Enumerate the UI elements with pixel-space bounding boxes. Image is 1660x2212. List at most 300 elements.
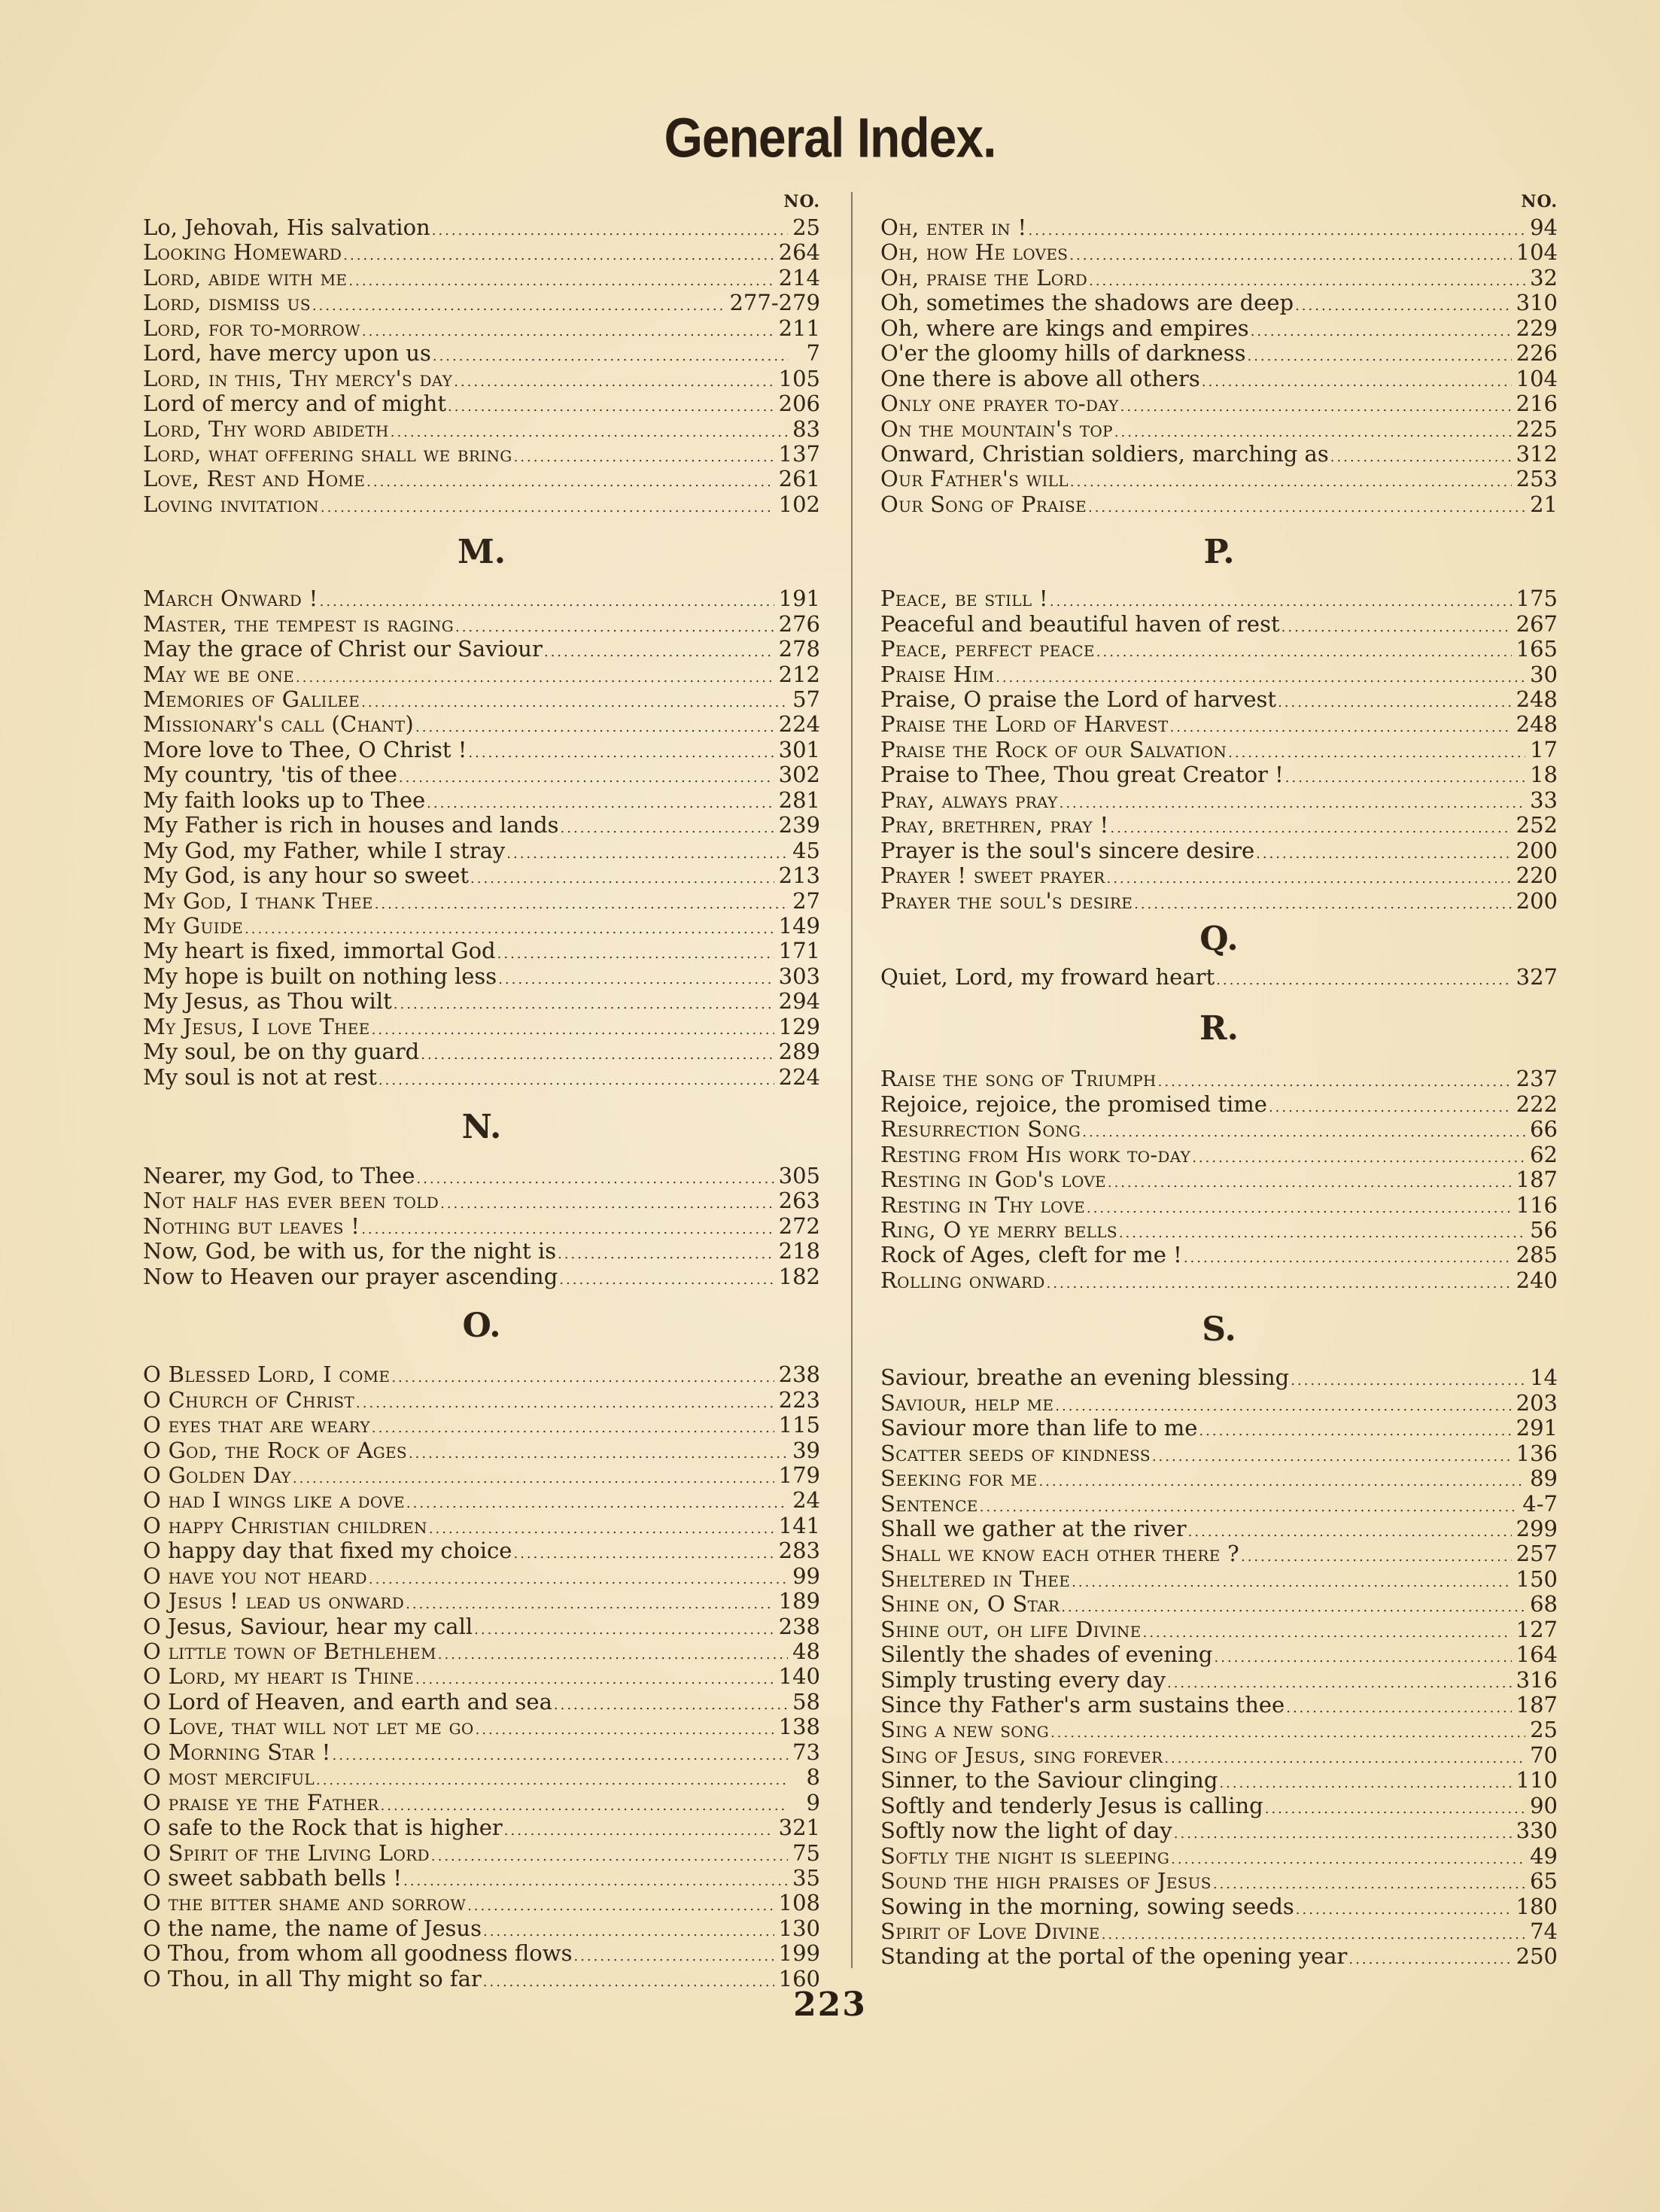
hymn-title: Sing a new song <box>880 1717 1050 1743</box>
dot-leader <box>440 1191 774 1216</box>
hymn-title: My country, 'tis of thee <box>143 762 397 788</box>
index-entry <box>880 662 1558 687</box>
index-entry <box>880 1541 1558 1566</box>
dot-leader <box>1215 1645 1512 1670</box>
index-entry <box>880 316 1558 341</box>
hymn-title: Lord, for to-morrow <box>143 315 360 341</box>
index-entry <box>143 939 820 963</box>
index-entry <box>143 1538 820 1563</box>
hymn-number: 33 <box>1530 787 1558 813</box>
hymn-title: Prayer the soul's desire <box>880 887 1133 914</box>
dot-leader <box>1241 1544 1512 1569</box>
hymn-number: 301 <box>778 736 820 762</box>
hymn-number: 104 <box>1516 365 1558 391</box>
dot-leader <box>356 1391 774 1416</box>
hymn-number: 104 <box>1516 239 1558 266</box>
dot-leader <box>409 1441 788 1466</box>
dot-leader <box>513 1541 774 1566</box>
hymn-number: 250 <box>1516 1943 1558 1970</box>
hymn-number: 248 <box>1516 711 1558 738</box>
index-entry <box>143 417 820 442</box>
hymn-number: 182 <box>778 1263 820 1289</box>
hymn-title: Lord, in this, Thy mercy's day <box>143 365 453 391</box>
hymn-title: Praise Him <box>880 661 995 687</box>
index-entry <box>143 1589 820 1614</box>
dot-leader <box>573 1944 774 1969</box>
hymn-number: 32 <box>1530 264 1558 291</box>
index-entry <box>880 1617 1558 1642</box>
hymn-title: O Church of Christ <box>143 1386 355 1413</box>
hymn-number: 212 <box>778 661 820 687</box>
index-entry <box>143 1614 820 1639</box>
hymn-title: My hope is built on nothing less <box>143 963 497 989</box>
hymn-number: 175 <box>1516 586 1558 612</box>
hymn-number: 238 <box>778 1613 820 1639</box>
dot-leader <box>561 816 774 841</box>
index-entry <box>143 1413 820 1438</box>
index-entry <box>880 1193 1558 1218</box>
hymn-number: 65 <box>1530 1868 1558 1894</box>
dot-leader <box>474 1617 774 1642</box>
hymn-title: Sinner, to the Saviour clinging <box>880 1767 1218 1794</box>
hymn-title: O have you not heard <box>143 1562 367 1589</box>
number-column-header: NO. <box>783 192 820 211</box>
index-entry <box>880 1718 1558 1742</box>
hymn-number: 276 <box>778 610 820 637</box>
index-entry <box>143 612 820 637</box>
hymn-number: 240 <box>1516 1267 1558 1293</box>
hymn-number: 203 <box>1516 1389 1558 1416</box>
dot-leader <box>1330 445 1512 470</box>
hymn-title: Seeking for me <box>880 1465 1038 1492</box>
hymn-title: Sing of Jesus, sing forever <box>880 1742 1163 1768</box>
hymn-number: 171 <box>778 938 820 964</box>
index-entry <box>880 863 1558 888</box>
hymn-number: 237 <box>1516 1066 1558 1092</box>
dot-leader <box>1256 841 1512 866</box>
hymn-title: Oh, sometimes the shadows are deep <box>880 290 1294 316</box>
page-title: General Index. <box>664 106 996 169</box>
dot-leader <box>372 1018 774 1042</box>
hymn-title: My Father is rich in houses and lands <box>143 812 559 838</box>
number-column-header: NO. <box>1521 192 1558 211</box>
index-entry <box>880 492 1558 517</box>
hymn-title: Since thy Father's arm sustains thee <box>880 1692 1285 1718</box>
index-entry <box>880 1092 1558 1117</box>
hymn-number: 17 <box>1530 736 1558 762</box>
hymn-title: Shine on, O Star <box>880 1591 1060 1617</box>
dot-leader <box>1285 765 1525 790</box>
hymn-number: 164 <box>1516 1642 1558 1668</box>
hymn-number: 62 <box>1530 1141 1558 1167</box>
hymn-title: O Golden Day <box>143 1462 291 1488</box>
index-entry <box>143 586 820 611</box>
hymn-number: 189 <box>778 1588 820 1614</box>
hymn-number: 291 <box>1516 1415 1558 1441</box>
index-entry <box>143 1438 820 1463</box>
dot-leader <box>514 445 774 470</box>
hymn-title: O had I wings like a dove <box>143 1487 405 1514</box>
hymn-number: 239 <box>778 812 820 838</box>
index-entry <box>143 492 820 517</box>
index-entry <box>143 1362 820 1387</box>
hymn-title: Onward, Christian soldiers, marching as <box>880 440 1329 467</box>
dot-leader <box>1202 370 1512 394</box>
hymn-title: Sheltered in Thee <box>880 1565 1071 1592</box>
dot-leader <box>467 1894 774 1918</box>
hymn-number: 299 <box>1516 1515 1558 1541</box>
page-number: 223 <box>793 1985 867 2024</box>
index-entry <box>143 889 820 914</box>
dot-leader <box>470 866 774 891</box>
index-column-right <box>880 188 1558 1970</box>
index-entry <box>880 788 1558 813</box>
dot-leader <box>1072 1570 1512 1595</box>
hymn-number: 225 <box>1516 415 1558 442</box>
index-entry <box>880 1869 1558 1894</box>
dot-leader <box>1281 615 1512 640</box>
hymn-title: O eyes that are weary <box>143 1412 370 1438</box>
dot-leader <box>416 1167 774 1191</box>
hymn-title: Memories of Galilee <box>143 686 360 712</box>
dot-leader <box>1120 394 1512 419</box>
hymn-number: 70 <box>1530 1742 1558 1768</box>
index-entry <box>880 813 1558 838</box>
index-entry <box>880 1143 1558 1167</box>
index-entry <box>143 1214 820 1239</box>
index-entry <box>143 1941 820 1966</box>
section-heading: M. <box>457 532 506 571</box>
dot-leader <box>1247 344 1511 369</box>
hymn-number: 200 <box>1516 887 1558 914</box>
dot-leader <box>1295 294 1512 318</box>
hymn-number: 283 <box>778 1538 820 1564</box>
hymn-title: Our Song of Praise <box>880 491 1087 517</box>
index-column-left <box>143 188 820 1991</box>
hymn-title: Saviour, breathe an evening blessing <box>880 1365 1290 1391</box>
hymn-title: O Spirit of the Living Lord <box>143 1839 430 1866</box>
hymn-number: 48 <box>792 1638 820 1664</box>
hymn-number: 267 <box>1516 610 1558 637</box>
dot-leader <box>372 1416 774 1441</box>
index-entry <box>880 1117 1558 1142</box>
dot-leader <box>454 370 774 394</box>
hymn-number: 289 <box>778 1039 820 1065</box>
dot-leader <box>406 1491 788 1516</box>
dot-leader <box>1291 1368 1525 1393</box>
hymn-number: 213 <box>778 863 820 889</box>
hymn-number: 14 <box>1530 1365 1558 1391</box>
hymn-number: 226 <box>1516 340 1558 367</box>
hymn-number: 316 <box>1516 1666 1558 1693</box>
hymn-number: 165 <box>1516 636 1558 662</box>
dot-leader <box>1265 1797 1525 1821</box>
hymn-title: O Thou, in all Thy might so far <box>143 1965 482 1991</box>
index-entry <box>143 662 820 687</box>
hymn-title: O God, the Rock of Ages <box>143 1437 407 1463</box>
hymn-title: Softly the night is sleeping <box>880 1842 1170 1869</box>
hymn-title: My God, my Father, while I stray <box>143 837 506 863</box>
dot-leader <box>343 243 774 268</box>
index-entry <box>880 1567 1558 1592</box>
hymn-number: 105 <box>778 365 820 391</box>
hymn-title: Pray, brethren, pray ! <box>880 812 1109 838</box>
index-entry <box>143 1564 820 1589</box>
hymn-number: 49 <box>1530 1842 1558 1869</box>
dot-leader <box>1152 1444 1512 1469</box>
hymn-title: Shall we gather at the river <box>880 1515 1187 1541</box>
hymn-title: One there is above all others <box>880 365 1200 391</box>
index-entry <box>880 1268 1558 1293</box>
dot-leader <box>415 715 774 740</box>
dot-leader <box>1199 1419 1511 1444</box>
index-entry <box>143 637 820 662</box>
hymn-number: 214 <box>778 264 820 291</box>
index-entry <box>143 738 820 762</box>
hymn-number: 261 <box>778 466 820 492</box>
hymn-title: Silently the shades of evening <box>880 1642 1213 1668</box>
hymn-title: My soul is not at rest <box>143 1063 377 1090</box>
index-entry <box>880 738 1558 762</box>
dot-leader <box>1216 968 1512 993</box>
hymn-title: Shine out, oh life Divine <box>880 1616 1142 1642</box>
hymn-title: Resurrection Song <box>880 1116 1081 1143</box>
dot-leader <box>497 942 774 966</box>
hymn-title: Praise, O praise the Lord of harvest <box>880 686 1277 712</box>
index-entry <box>880 1642 1558 1667</box>
hymn-title: Resting from His work to-day <box>880 1141 1191 1167</box>
dot-leader <box>296 665 774 690</box>
hymn-number: 149 <box>778 912 820 939</box>
index-entry <box>143 1664 820 1689</box>
hymn-title: O Jesus ! lead us onward <box>143 1588 405 1614</box>
index-entry <box>143 687 820 712</box>
index-entry <box>143 1916 820 1941</box>
index-entry <box>880 1517 1558 1541</box>
dot-leader <box>1070 470 1512 494</box>
hymn-number: 4-7 <box>1522 1490 1558 1517</box>
index-entry <box>143 1866 820 1891</box>
hymn-number: 9 <box>806 1789 820 1815</box>
hymn-title: O Blessed Lord, I come <box>143 1362 391 1388</box>
hymn-title: More love to Thee, O Christ ! <box>143 736 467 762</box>
index-entry <box>880 240 1558 265</box>
hymn-title: Spirit of Love Divine <box>880 1918 1100 1944</box>
hymn-title: Pray, always pray <box>880 787 1058 813</box>
hymn-number: 127 <box>1516 1616 1558 1642</box>
hymn-title: Resting in God's love <box>880 1167 1106 1193</box>
index-entry <box>143 316 820 341</box>
section-heading: O. <box>462 1307 501 1346</box>
index-entry <box>143 1065 820 1090</box>
hymn-title: My faith looks up to Thee <box>143 787 426 813</box>
index-entry <box>880 1844 1558 1869</box>
index-entry <box>880 1365 1558 1390</box>
hymn-number: 110 <box>1516 1767 1558 1794</box>
dot-leader <box>369 1567 788 1592</box>
index-entry <box>880 712 1558 737</box>
hymn-title: Oh, where are kings and empires <box>880 315 1249 341</box>
hymn-number: 310 <box>1516 290 1558 316</box>
index-entry <box>880 1416 1558 1441</box>
hymn-title: Missionary's call (Chant) <box>143 711 414 738</box>
index-entry <box>143 914 820 939</box>
index-entry <box>880 586 1558 611</box>
index-entry <box>880 1693 1558 1718</box>
index-entry <box>880 1391 1558 1416</box>
index-entry <box>143 266 820 291</box>
index-entry <box>143 964 820 989</box>
right-sections <box>880 215 1558 1970</box>
index-entry <box>880 612 1558 637</box>
dot-leader <box>544 640 774 665</box>
hymn-title: Nearer, my God, to Thee <box>143 1163 415 1188</box>
hymn-number: 238 <box>778 1362 820 1388</box>
index-entry <box>143 1015 820 1039</box>
dot-leader <box>1286 1696 1511 1721</box>
hymn-title: On the mountain's top <box>880 415 1113 442</box>
hymn-title: Looking Homeward <box>143 239 342 266</box>
hymn-title: Oh, praise the Lord <box>880 264 1088 291</box>
index-entry <box>880 1818 1558 1843</box>
index-entry <box>143 1740 820 1765</box>
hymn-number: 224 <box>778 711 820 738</box>
index-entry <box>143 1639 820 1664</box>
dot-leader <box>1184 1246 1512 1270</box>
dot-leader <box>1296 1897 1512 1922</box>
dot-leader <box>1060 791 1525 816</box>
hymn-title: O praise ye the Father <box>143 1789 379 1815</box>
hymn-title: O happy day that fixed my choice <box>143 1538 512 1564</box>
hymn-title: Standing at the portal of the opening year <box>880 1943 1348 1970</box>
hymn-title: Saviour, help me <box>880 1389 1054 1416</box>
hymn-title: Saviour more than life to me <box>880 1415 1198 1441</box>
hymn-number: 248 <box>1516 686 1558 712</box>
hymn-title: My soul, be on thy guard <box>143 1039 420 1065</box>
index-entry <box>880 1243 1558 1267</box>
hymn-title: Now to Heaven our prayer ascending <box>143 1263 558 1289</box>
index-entry <box>880 417 1558 442</box>
hymn-number: 138 <box>778 1714 820 1740</box>
hymn-number: 224 <box>778 1063 820 1090</box>
index-entry <box>880 1944 1558 1969</box>
dot-leader <box>432 218 788 243</box>
hymn-number: 74 <box>1530 1918 1558 1944</box>
hymn-number: 83 <box>792 415 820 442</box>
index-entry <box>143 240 820 265</box>
hymn-number: 222 <box>1516 1091 1558 1117</box>
hymn-title: O Thou, from whom all goodness flows <box>143 1940 573 1967</box>
index-entry <box>143 1841 820 1866</box>
dot-leader <box>1088 495 1525 520</box>
hymn-number: 180 <box>1516 1893 1558 1919</box>
hymn-title: O Lord of Heaven, and earth and sea <box>143 1688 552 1715</box>
dot-leader <box>361 690 788 715</box>
index-entry <box>880 291 1558 315</box>
hymn-number: 281 <box>778 787 820 813</box>
hymn-number: 56 <box>1530 1217 1558 1243</box>
index-entry <box>143 1264 820 1289</box>
hymn-title: My Jesus, I love Thee <box>143 1013 370 1039</box>
index-entry <box>880 215 1558 240</box>
index-entry <box>143 1239 820 1264</box>
hymn-number: 75 <box>792 1839 820 1866</box>
index-entry <box>880 1794 1558 1818</box>
dot-leader <box>1348 1947 1511 1972</box>
hymn-title: Lord, abide with me <box>143 264 348 291</box>
hymn-title: Sound the high praises of Jesus <box>880 1868 1212 1894</box>
index-entry <box>143 1164 820 1188</box>
hymn-number: 58 <box>792 1688 820 1715</box>
index-entry <box>143 291 820 315</box>
hymn-number: 285 <box>1516 1242 1558 1268</box>
index-entry <box>880 391 1558 416</box>
dot-leader <box>1269 1095 1512 1120</box>
dot-leader <box>504 1818 774 1843</box>
hymn-title: Rolling onward <box>880 1267 1045 1293</box>
hymn-title: Peace, be still ! <box>880 586 1048 612</box>
hymn-title: Lord, have mercy upon us <box>143 340 431 367</box>
dot-leader <box>321 495 774 520</box>
hymn-title: Lord, dismiss us <box>143 290 311 316</box>
index-entry <box>143 442 820 467</box>
dot-leader <box>1038 1469 1525 1494</box>
hymn-title: Prayer ! sweet prayer <box>880 863 1105 889</box>
hymn-title: O safe to the Rock that is higher <box>143 1815 503 1841</box>
hymn-title: Praise the Rock of our Salvation <box>880 736 1227 762</box>
index-entry <box>143 1765 820 1790</box>
section-heading: R. <box>1199 1009 1239 1048</box>
hymn-number: 25 <box>1530 1717 1558 1743</box>
hymn-number: 272 <box>778 1212 820 1239</box>
hymn-title: Oh, enter in ! <box>880 215 1027 240</box>
hymn-title: My God, I thank Thee <box>143 887 373 914</box>
hymn-number: 199 <box>778 1940 820 1967</box>
hymn-title: Peace, perfect peace <box>880 636 1095 662</box>
index-entry <box>143 341 820 366</box>
dot-leader <box>431 1844 788 1869</box>
index-entry <box>880 1066 1558 1091</box>
index-entry <box>880 467 1558 491</box>
dot-leader <box>1164 1746 1525 1771</box>
hymn-number: 94 <box>1530 215 1558 240</box>
index-entry <box>143 1188 820 1213</box>
hymn-number: 263 <box>778 1188 820 1214</box>
hymn-title: Softly and tenderly Jesus is calling <box>880 1792 1263 1818</box>
section-heading: Q. <box>1199 920 1239 959</box>
hymn-number: 264 <box>778 239 820 266</box>
hymn-number: 89 <box>1530 1465 1558 1492</box>
hymn-title: Master, the tempest is raging <box>143 610 454 637</box>
index-entry <box>880 1592 1558 1617</box>
hymn-number: 223 <box>778 1386 820 1413</box>
hymn-title: My Guide <box>143 912 244 939</box>
hymn-number: 187 <box>1516 1167 1558 1193</box>
index-entry <box>143 215 820 240</box>
hymn-number: 206 <box>778 391 820 417</box>
dot-leader <box>399 765 774 790</box>
index-entry <box>143 1039 820 1064</box>
hymn-title: Lo, Jehovah, His salvation <box>143 215 430 240</box>
index-entry <box>143 367 820 391</box>
hymn-title: Lord, Thy word abideth <box>143 415 389 442</box>
hymn-number: 18 <box>1530 762 1558 788</box>
dot-leader <box>316 1768 789 1793</box>
hymn-title: Softly now the light of day <box>880 1818 1172 1844</box>
index-entry <box>143 1815 820 1840</box>
hymn-title: Praise the Lord of Harvest <box>880 711 1169 738</box>
hymn-number: 27 <box>792 887 820 914</box>
